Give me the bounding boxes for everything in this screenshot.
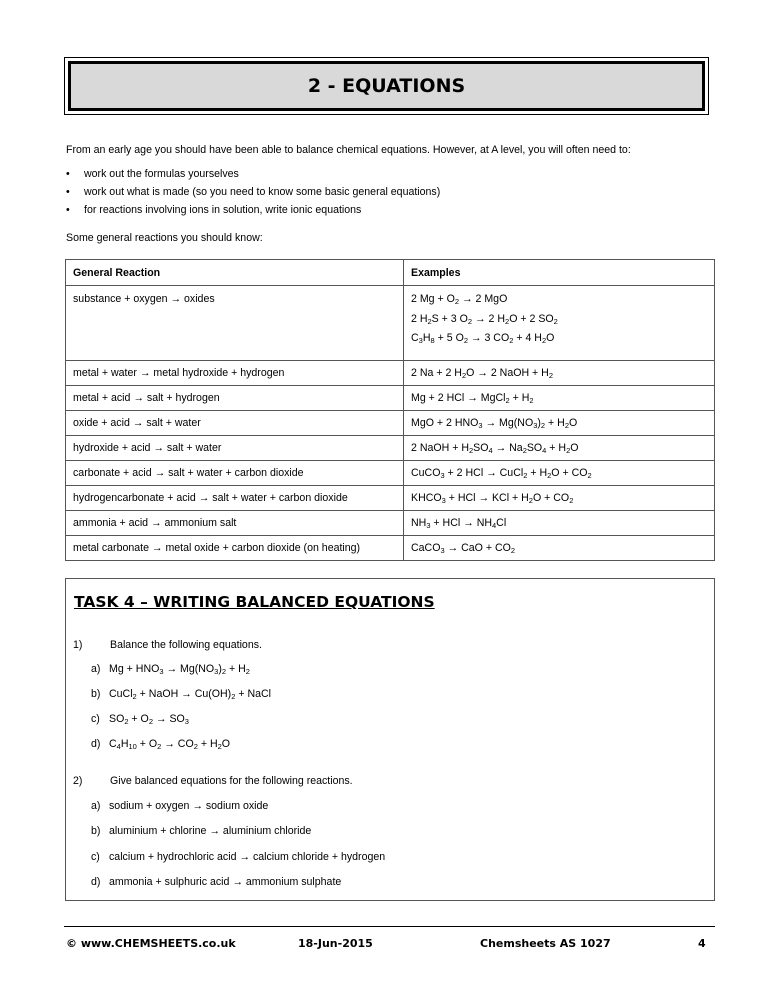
item-letter: d) [91, 876, 101, 888]
reaction-cell [66, 286, 404, 361]
item-letter: d) [91, 738, 101, 750]
table-row [66, 411, 715, 436]
question-item [91, 713, 189, 725]
example-equation: CuCO$_3$ + 2 HCl → CuCl$_2$ + $H_2O + CO_2$ [404, 461, 715, 486]
example-equation: 2 $Mg + O_2 \to 2$ MgO [411, 293, 508, 306]
footer-code: Chemsheets AS 1027 [480, 937, 611, 950]
reaction-cell: metal carbonate → metal oxide + carbon dioxide (on heating) [66, 536, 404, 561]
footer-website: © www.CHEMSHEETS.co.uk [66, 937, 236, 950]
item-equation: calcium + hydrochloric acid → calcium chloride + hydrogen [109, 851, 386, 863]
header-examples: Examples [404, 260, 715, 286]
reaction-cell: metal + acid → salt + hydrogen [66, 386, 404, 411]
example-equation: 2 $H_2S + 3$ $O_2 \to 2$ $H_2O + 2$ $SO_2$ [411, 312, 558, 326]
item-letter: b) [91, 825, 101, 837]
reaction-cell: ammonia + acid → ammonium salt [66, 511, 404, 536]
item-letter: a) [91, 663, 101, 675]
reaction-cell: hydroxide + acid → salt + water [66, 436, 404, 461]
example-equation: $KHCO_3$ + HCl → KCl + $H_2O + CO_2$ [404, 486, 715, 511]
item-letter: c) [91, 713, 100, 725]
table-row [66, 461, 715, 486]
item-equation: ammonia + sulphuric acid → ammonium sulphate [109, 876, 342, 888]
table-header-row [66, 260, 715, 286]
page-title: 2 - EQUATIONS [68, 61, 705, 111]
general-reactions-intro: Some general reactions you should know: [66, 232, 263, 244]
item-equation: $C_4H_{10} + O_2 \to CO_2 + H_2O$ [109, 738, 231, 751]
footer-date: 18-Jun-2015 [298, 937, 373, 950]
intro-text: From an early age you should have been able to balance chemical equations. However, at A level, you will often need to: [66, 144, 631, 156]
item-equation: sodium + oxygen → sodium oxide [109, 800, 269, 812]
question-item [91, 800, 268, 812]
question-item [91, 738, 230, 750]
question-number: 2) [73, 775, 83, 787]
reaction-cell: metal + water → metal hydroxide + hydrogen [66, 361, 404, 386]
table-row [66, 486, 715, 511]
reaction-text: substance + oxygen → oxides [73, 293, 215, 305]
question-number: 1) [73, 639, 83, 651]
example-equation: $C_3H_8 + 5$ $O_2 \to 3$ $CO_2 + 4$ $H_2O$ [411, 332, 555, 345]
question-item [91, 825, 311, 837]
item-letter: b) [91, 688, 101, 700]
reaction-cell: hydrogencarbonate + acid → salt + water + carbon dioxide [66, 486, 404, 511]
example-equation: CaCO$_3$ → CaO + $CO_2$ [404, 536, 715, 561]
item-letter: a) [91, 800, 101, 812]
item-equation: $Mg + HNO_3 \to Mg(NO_3)_2 + H_2$ [109, 663, 250, 676]
example-equation: 2 Na + 2 $H_2O \to 2$ NaOH + $H_2$ [404, 361, 715, 386]
bullet-item: • work out what is made (so you need to know some basic general equations) [66, 183, 440, 201]
title-box [64, 57, 709, 115]
reaction-cell: oxide + acid → salt + water [66, 411, 404, 436]
example-equation: $NH_3$ + HCl → $NH_4Cl$ [404, 511, 715, 536]
table-row [66, 386, 715, 411]
table-row [66, 361, 715, 386]
question-text: Give balanced equations for the following reactions. [110, 775, 353, 787]
table-row [66, 286, 715, 361]
task-box [65, 578, 715, 901]
task-title: TASK 4 – WRITING BALANCED EQUATIONS [74, 593, 435, 611]
reaction-cell: carbonate + acid → salt + water + carbon dioxide [66, 461, 404, 486]
table-row [66, 511, 715, 536]
header-general-reaction: General Reaction [66, 260, 404, 286]
bullet-item: • work out the formulas yourselves [66, 165, 440, 183]
bullet-list [66, 165, 440, 219]
examples-cell [404, 286, 715, 361]
question-item [91, 688, 271, 700]
table-row [66, 536, 715, 561]
item-equation: aluminium + chlorine → aluminium chloride [109, 825, 312, 837]
example-equation: 2 NaOH + $H_2SO_4 \to Na_2SO_4 + H_2O$ [404, 436, 715, 461]
example-equation: Mg + 2 HCl → MgCl$_2$ + $H_2$ [404, 386, 715, 411]
question-item [91, 876, 341, 888]
example-equation: MgO + 2 $HNO_3 \to Mg(NO_3)_2 + H_2O$ [404, 411, 715, 436]
item-equation: $SO_2 + O_2 \to SO_3$ [109, 713, 189, 726]
bullet-item: • for reactions involving ions in solution, write ionic equations [66, 201, 440, 219]
footer-divider [64, 926, 715, 927]
item-letter: c) [91, 851, 100, 863]
footer-page-number: 4 [698, 937, 706, 950]
general-reactions-table [65, 259, 715, 561]
question-item [91, 663, 250, 675]
question-item [91, 851, 385, 863]
question-text: Balance the following equations. [110, 639, 262, 651]
table-row [66, 436, 715, 461]
item-equation: CuCl$_2$ + NaOH → $Cu(OH)_2$ + NaCl [109, 688, 271, 701]
